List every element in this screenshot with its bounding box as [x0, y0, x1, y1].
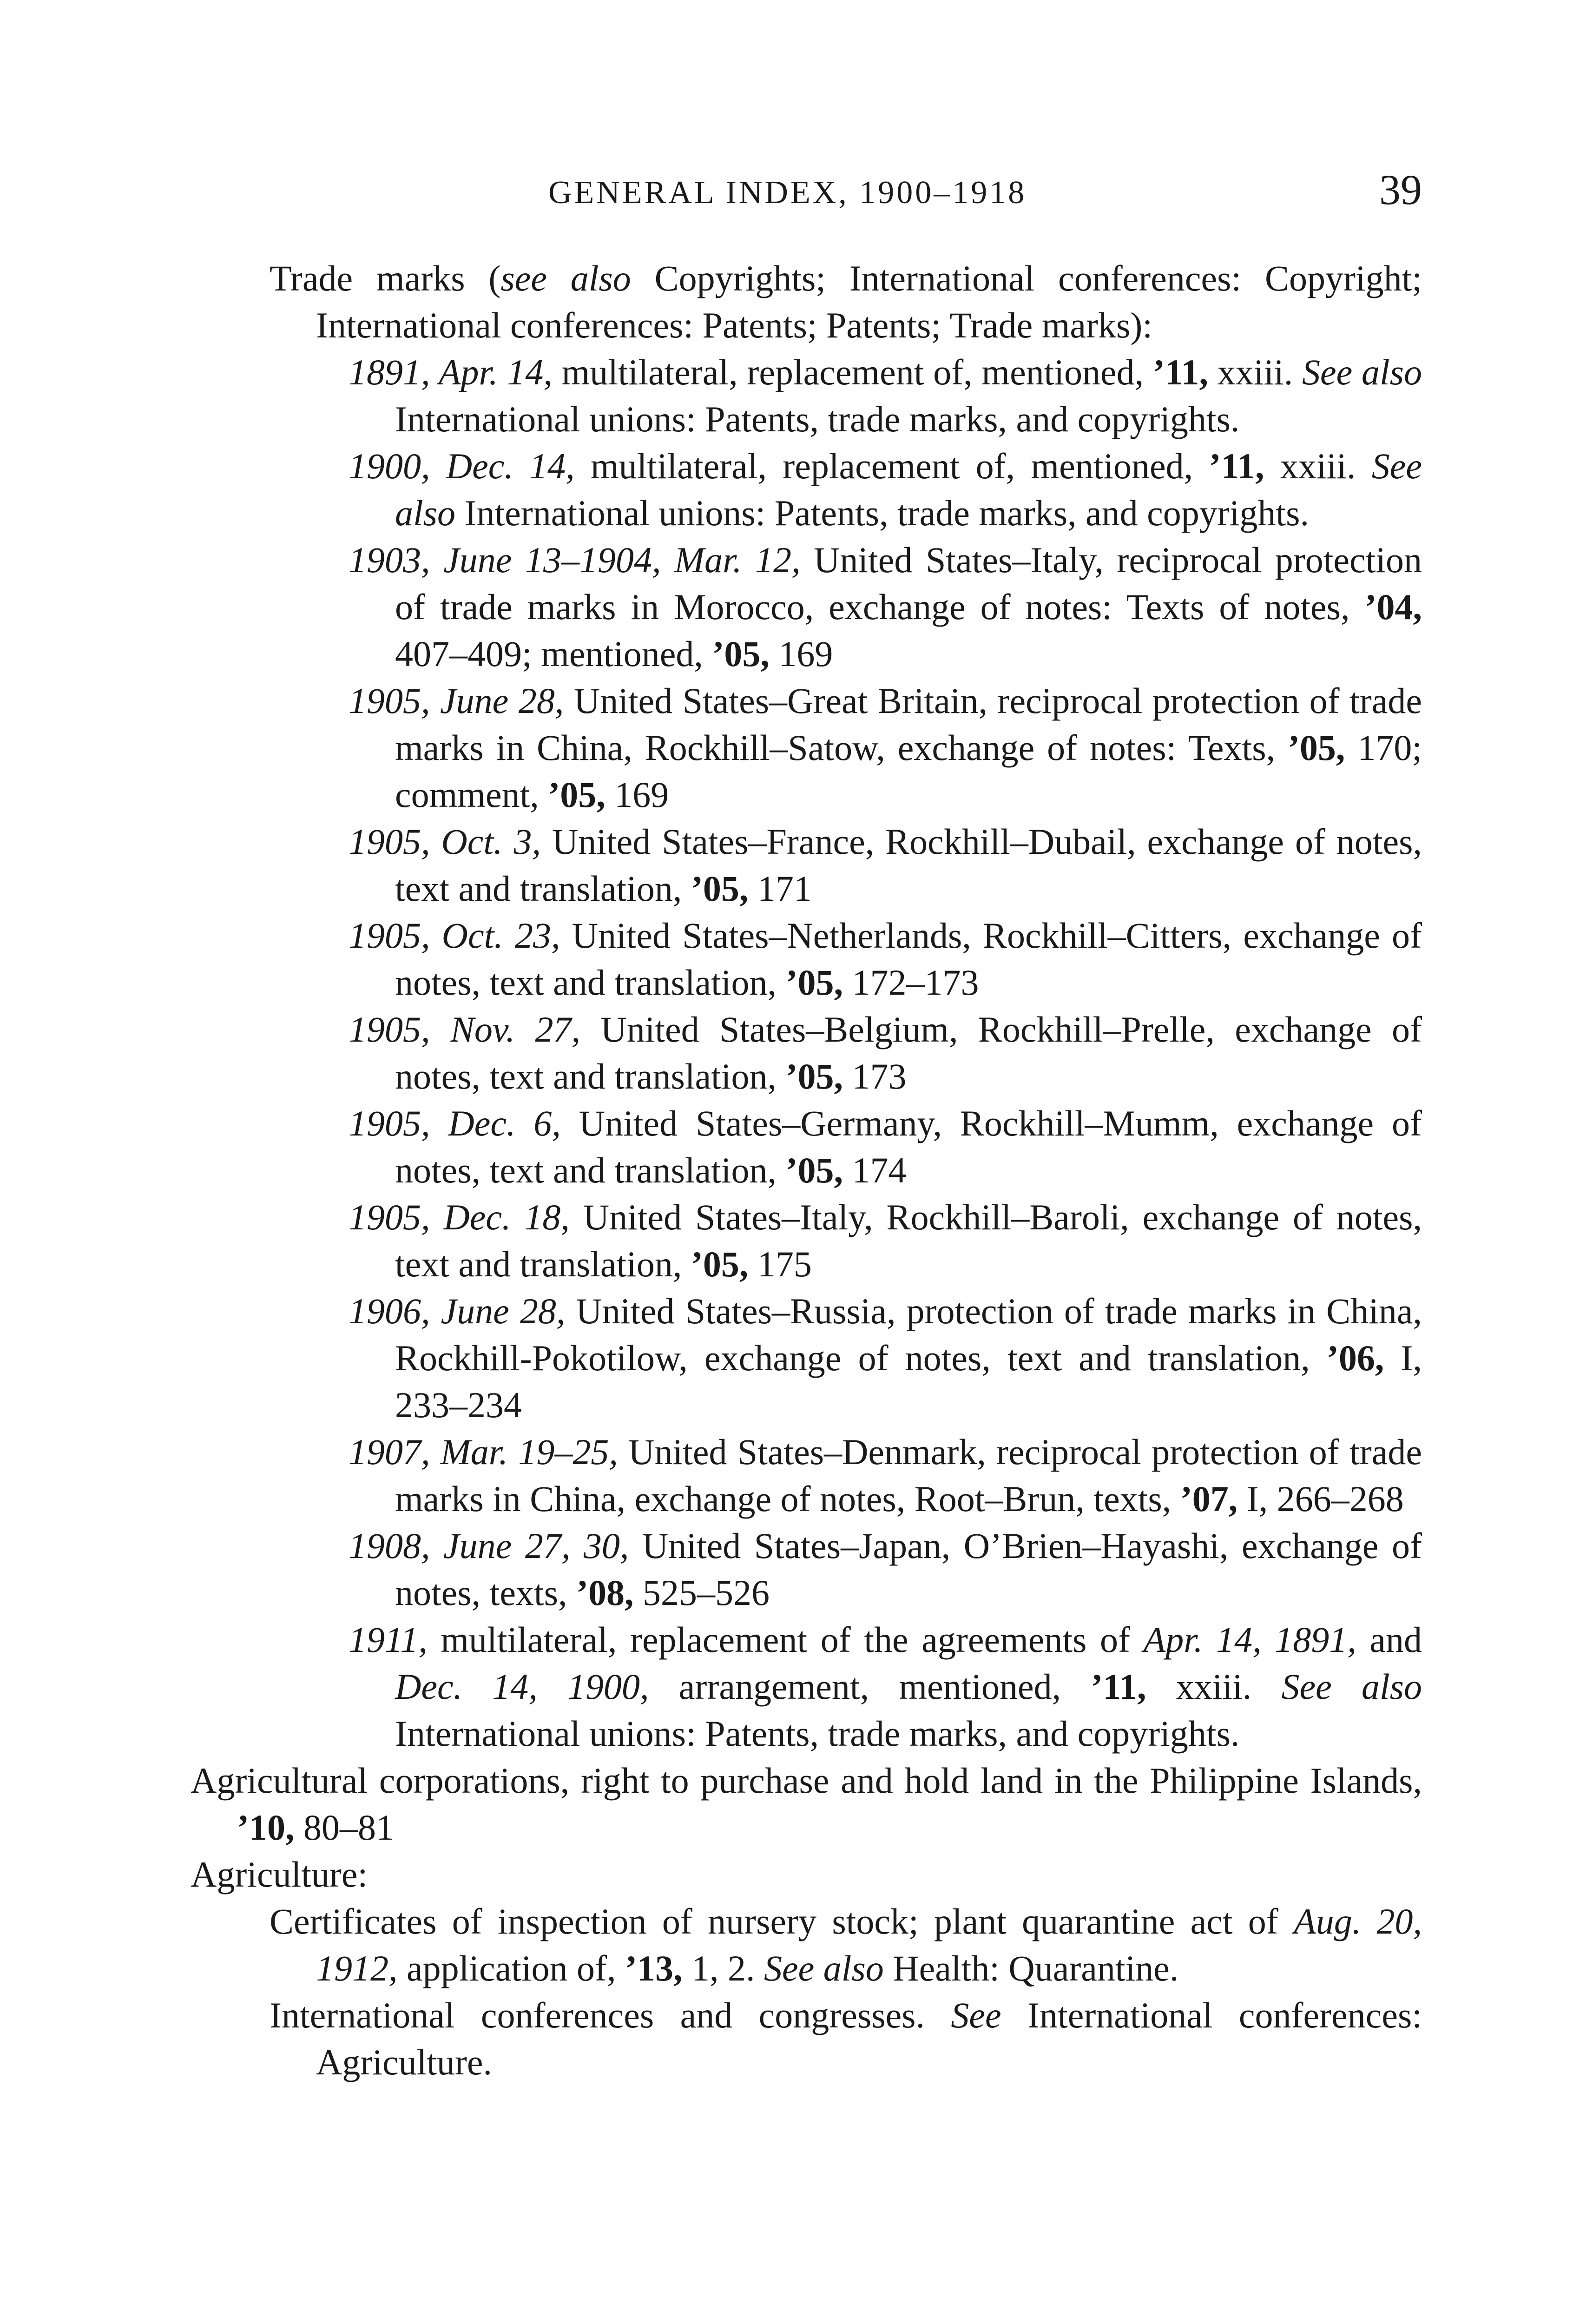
entry-date: 1905, Oct. 23,	[349, 915, 560, 956]
entry-text: 174	[842, 1150, 907, 1190]
entry-text: 407–409; mentioned,	[395, 634, 712, 674]
entry-date: 1906, June 28,	[349, 1291, 566, 1331]
cross-reference-label: see also	[500, 258, 631, 298]
index-entry	[191, 349, 1422, 442]
entry-text: multilateral, replacement of, mentioned,	[574, 446, 1209, 486]
entry-volume: ’05,	[1287, 727, 1345, 768]
entry-text: and	[1356, 1619, 1422, 1660]
entry-volume: ’04,	[1364, 587, 1422, 627]
index-entry	[191, 1006, 1422, 1100]
index-entry	[191, 818, 1422, 912]
entry-date: 1905, Nov. 27,	[349, 1009, 581, 1050]
entry-volume: ’05,	[691, 868, 749, 909]
index-entry	[191, 1898, 1422, 1992]
entry-text: 170; comment,	[395, 727, 1422, 815]
entry-text: 173	[842, 1056, 907, 1096]
entry-date: 1905, Dec. 18,	[349, 1197, 570, 1237]
entry-text: xxiii.	[1208, 352, 1303, 392]
entry-volume: ’05,	[785, 962, 843, 1003]
cross-reference-label: See	[951, 1995, 1001, 2035]
entry-text: United States–Japan, O’Brien–Hayashi, exchange of notes, texts,	[395, 1525, 1422, 1613]
index-entry	[191, 677, 1422, 818]
entry-text: International conferences: Agriculture.	[316, 1995, 1422, 2082]
entry-volume: ’10,	[237, 1807, 295, 1848]
entry-volume: ’11,	[1091, 1666, 1146, 1707]
entry-text: United States–Italy, Rockhill–Baroli, exchange of notes, text and translation,	[395, 1197, 1422, 1284]
index-entry	[191, 1194, 1422, 1287]
entry-text: I, 266–268	[1237, 1479, 1404, 1519]
entry-volume: ’05,	[785, 1056, 843, 1096]
entry-text: 1, 2.	[682, 1948, 764, 1988]
entry-text: International conferences and congresses.	[270, 1995, 951, 2035]
index-entry	[191, 255, 1422, 349]
entry-text: United States–Netherlands, Rockhill–Citters, exchange of notes, text and translation,	[395, 915, 1422, 1003]
entry-date: 1891, Apr. 14,	[349, 352, 553, 392]
entry-date: 1903, June 13–1904, Mar. 12,	[349, 540, 801, 580]
entry-volume: ’08,	[576, 1572, 634, 1613]
entry-text: United States–Belgium, Rockhill–Prelle, exchange of notes, text and translation,	[395, 1009, 1422, 1096]
index-entry	[191, 1851, 1422, 1898]
entry-text: Copyrights; International conferences: Copyright; International conferences: Patents; Patents; Trade marks):	[316, 258, 1422, 345]
index-entry	[191, 1522, 1422, 1616]
entry-text: 169	[605, 774, 669, 815]
entry-date: Dec. 14, 1900,	[395, 1666, 649, 1707]
entry-date: Aug. 20, 1912,	[316, 1901, 1422, 1988]
entry-text: I, 233–234	[395, 1338, 1422, 1425]
page-header	[191, 165, 1422, 221]
index-entry	[191, 536, 1422, 677]
index-entry	[191, 1287, 1422, 1428]
entry-text: United States–France, Rockhill–Dubail, exchange of notes, text and translation,	[395, 821, 1422, 909]
entry-text: xxiii.	[1146, 1666, 1282, 1707]
entry-volume: ’11,	[1152, 352, 1209, 392]
entry-date: Apr. 14, 1891,	[1143, 1619, 1356, 1660]
cross-reference-label: See also	[1302, 352, 1422, 392]
entry-date: 1911,	[349, 1619, 428, 1660]
entry-text: Health: Quarantine.	[883, 1948, 1179, 1988]
entry-volume: ’05,	[712, 634, 770, 674]
cross-reference-label: See also	[1281, 1666, 1422, 1707]
entry-text: Trade marks (	[270, 258, 501, 298]
entry-text: International unions: Patents, trade marks, and copyrights.	[395, 1713, 1240, 1754]
page-number: 39	[1379, 166, 1422, 213]
entry-date: 1905, Oct. 3,	[349, 821, 541, 862]
entry-text: Agricultural corporations, right to purchase and hold land in the Philippine Islands,	[191, 1760, 1422, 1801]
running-title: GENERAL INDEX, 1900–1918	[548, 175, 1027, 211]
entry-text: 80–81	[294, 1807, 394, 1848]
entry-text: multilateral, replacement of the agreements of	[427, 1619, 1144, 1660]
entry-text: 171	[748, 868, 812, 909]
entry-text: Agriculture:	[191, 1854, 368, 1895]
entry-date: 1907, Mar. 19–25,	[349, 1432, 618, 1472]
index-body	[191, 255, 1422, 2086]
index-entry	[191, 442, 1422, 536]
entry-text: 172–173	[842, 962, 979, 1003]
entry-text: International unions: Patents, trade marks, and copyrights.	[455, 493, 1309, 533]
cross-reference-label: See also	[764, 1948, 884, 1988]
entry-volume: ’13,	[625, 1948, 683, 1988]
entry-volume: ’05,	[548, 774, 606, 815]
entry-volume: ’07,	[1180, 1479, 1238, 1519]
entry-text: multilateral, replacement of, mentioned,	[552, 352, 1153, 392]
entry-text: arrangement, mentioned,	[649, 1666, 1091, 1707]
entry-text: United States–Russia, protection of trade marks in China, Rockhill-Pokotilow, exchange of notes, text and translation,	[395, 1291, 1422, 1378]
entry-text: United States–Denmark, reciprocal protection of trade marks in China, exchange of notes, Root–Brun, texts,	[395, 1432, 1422, 1519]
entry-volume: ’11,	[1209, 446, 1264, 486]
entry-date: 1900, Dec. 14,	[349, 446, 575, 486]
entry-date: 1905, Dec. 6,	[349, 1103, 561, 1143]
index-entry	[191, 1757, 1422, 1851]
entry-date: 1908, June 27, 30,	[349, 1525, 629, 1566]
entry-text: application of,	[397, 1948, 625, 1988]
index-entry	[191, 1100, 1422, 1194]
entry-text: 169	[769, 634, 833, 674]
entry-text: International unions: Patents, trade marks, and copyrights.	[395, 399, 1240, 439]
index-entry	[191, 1992, 1422, 2086]
index-entry	[191, 1616, 1422, 1757]
entry-text: United States–Italy, reciprocal protection of trade marks in Morocco, exchange of notes: Texts of notes,	[395, 540, 1422, 627]
entry-date: 1905, June 28,	[349, 680, 564, 721]
entry-text: 175	[748, 1244, 812, 1284]
entry-volume: ’06,	[1326, 1338, 1384, 1378]
index-entry	[191, 1428, 1422, 1522]
entry-volume: ’05,	[785, 1150, 843, 1190]
index-entry	[191, 912, 1422, 1006]
entry-text: United States–Great Britain, reciprocal protection of trade marks in China, Rockhill–Satow, exchange of notes: Texts,	[395, 680, 1422, 768]
entry-text: United States–Germany, Rockhill–Mumm, exchange of notes, text and translation,	[395, 1103, 1422, 1190]
entry-volume: ’05,	[691, 1244, 749, 1284]
entry-text: 525–526	[633, 1572, 770, 1613]
cross-reference-label: See also	[395, 446, 1422, 533]
entry-text: xxiii.	[1264, 446, 1372, 486]
entry-text: Certificates of inspection of nursery stock; plant quarantine act of	[270, 1901, 1294, 1941]
